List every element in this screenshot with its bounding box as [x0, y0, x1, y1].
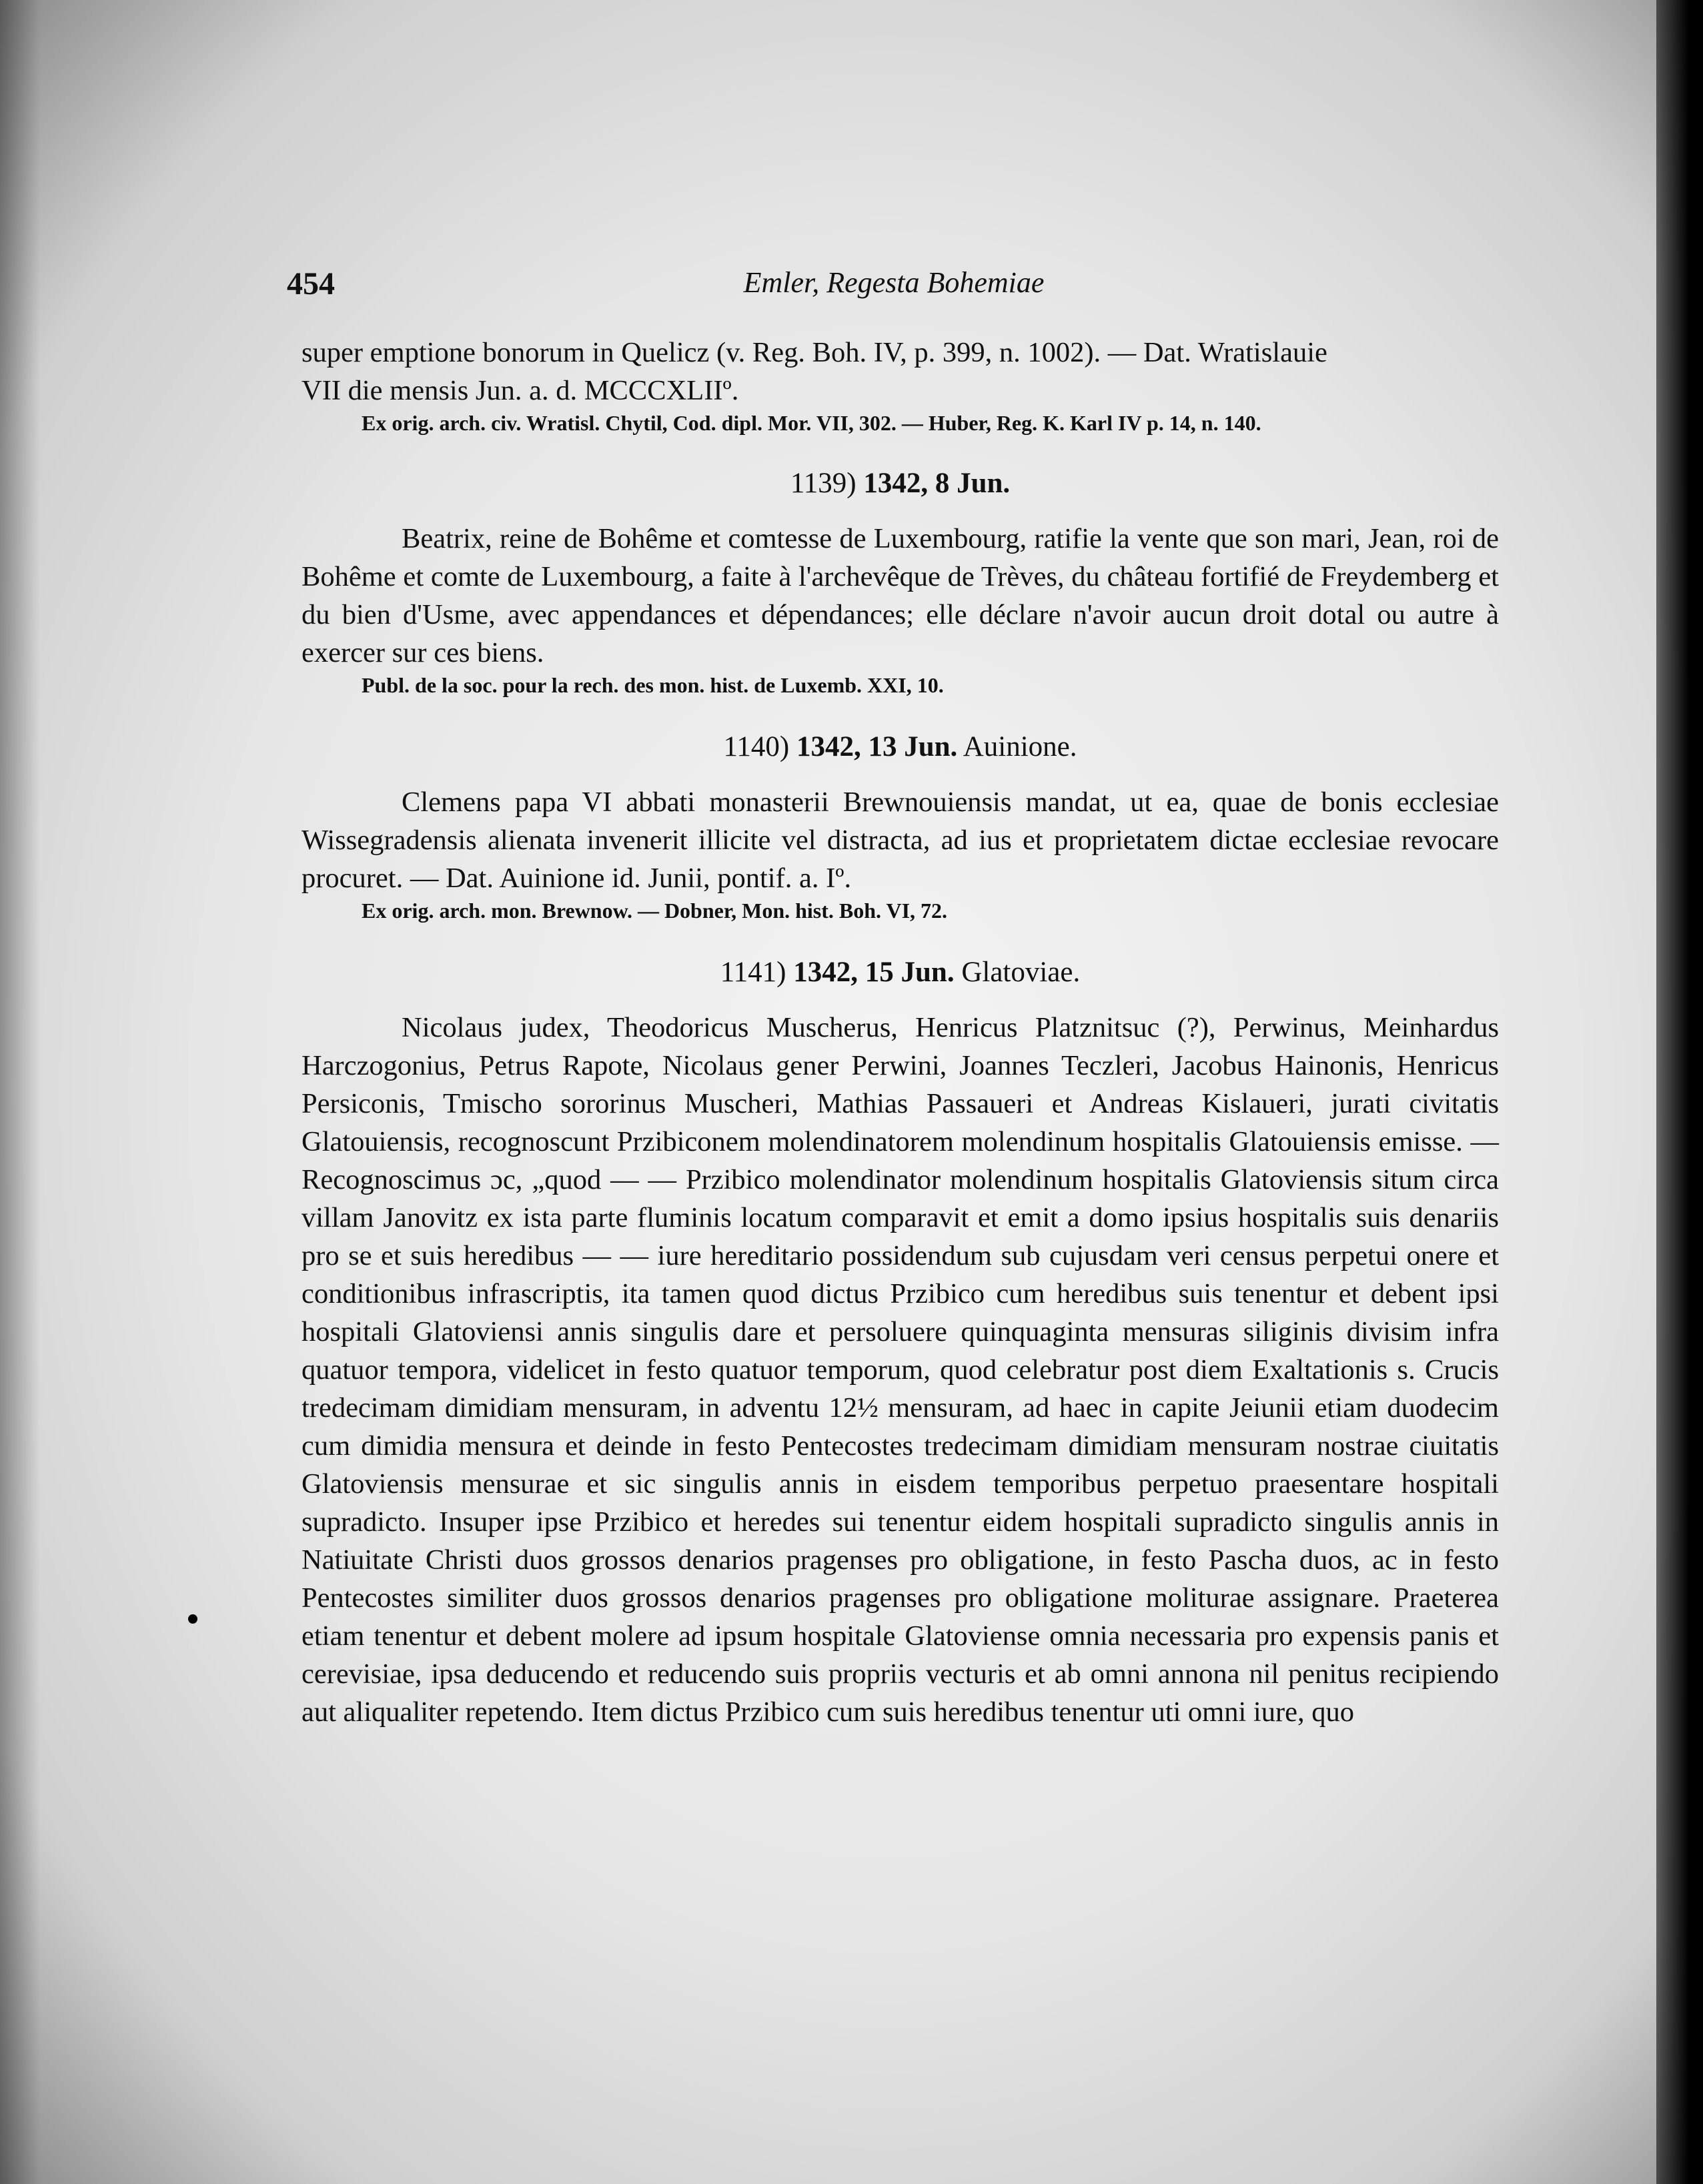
continuation-line: super emptione bonorum in Quelicz (v. Reg. Boh. IV, p. 399, n. 1002). — Dat. Wratislauie	[302, 337, 1327, 368]
entry-heading-1139	[302, 464, 1499, 502]
continuation-line: VII die mensis Jun. a. d. MCCCXLIIº.	[302, 375, 739, 406]
entry-date: 1342, 13 Jun.	[796, 731, 958, 762]
entry-text-1139: Beatrix, reine de Bohême et comtesse de Luxembourg, ratifie la vente que son mari, Jean, roi de Bohême et comte de Luxembourg, a faite à l'archevêque de Trèves, du château fortifié de Freydemberg et du bien d'Usme, avec appendances et dépendances; elle déclare n'avoir aucun droit dotal ou autre à exercer sur ces biens.	[302, 523, 1499, 668]
source-note: Ex orig. arch. civ. Wratisl. Chytil, Cod. dipl. Mor. VII, 302. — Huber, Reg. K. Karl IV p. 14, n. 140.	[362, 411, 1261, 435]
source-note: Ex orig. arch. mon. Brewnow. — Dobner, Mon. hist. Boh. VI, 72.	[362, 899, 948, 923]
entry-date: 1342, 8 Jun.	[863, 468, 1011, 499]
entry-heading-1140	[302, 728, 1499, 766]
running-head	[287, 265, 1501, 306]
text-block	[302, 334, 1499, 1731]
entry-text-1140: Clemens papa VI abbati monasterii Brewnouiensis mandat, ut ea, quae de bonis ecclesiae Wissegradensis alienata invenerit illicite vel distracta, ad ius et proprietatem dictae ecclesiae revocare procuret. — Dat. Auinione id. Junii, pontif. a. Iº.	[302, 786, 1499, 894]
dust-speck	[188, 1614, 197, 1624]
entry-number: 1140)	[723, 731, 790, 762]
scan-shadow-left	[0, 0, 40, 2184]
entry-date: 1342, 15 Jun.	[793, 957, 955, 988]
entry-heading-1141	[302, 953, 1499, 991]
entry-place: Auinione.	[963, 731, 1077, 762]
entry-text-1141: Nicolaus judex, Theodoricus Muscherus, Henricus Platznitsuc (?), Perwinus, Meinhardus Harczogonius, Petrus Rapote, Nicolaus gener Perwini, Joannes Teczleri, Jacobus Hainonis, Henricus Persiconis, Tmischo sororinus Muscheri, Mathias Passaueri et Andreas Kislaueri, jurati civitatis Glatouiensis, recognoscunt Przibiconem molendinatorem molendinum hospitalis Glatouiensis emisse. — Recognoscimus ɔc, „quod — — Przibico molendinator molendinum hospitalis Glatoviensis situm circa villam Janovitz ex ista parte fluminis locatum comparavit et emit a domo ipsius hospitalis suis denariis pro se et suis heredibus — — iure hereditario possidendum sub cujusdam veri census perpetui onere et conditionibus infrascriptis, ita tamen quod dictus Przibico cum heredibus suis tenentur et debent ipsi hospitali Glatoviensi annis singulis dare et persoluere quinquaginta mensuras siliginis divisim infra quatuor tempora, videlicet in festo quatuor temporum, quod celebratur post diem Exaltationis s. Crucis tredecimam dimidiam mensuram, in adventu 12½ mensuram, ad haec in capite Jeiunii etiam duodecim cum dimidia mensura et deinde in festo Pentecostes tredecimam dimidiam mensuram nostrae ciuitatis Glatoviensis mensurae et sic singulis annis in eisdem temporibus perpetuo praesentare hospitali supradicto. Insuper ipse Przibico et heredes sui tenentur eidem hospitali supradicto singulis annis in Natiuitate Christi duos grossos denarios pragenses pro obligatione, in festo Pascha duos, ac in festo Pentecostes similiter duos grossos denarios pragenses pro obligatione moliturae assignare. Praeterea etiam tenentur et debent molere ad ipsum hospitale Glatoviense omnia necessaria pro expensis panis et cerevisiae, ipsa deducendo et reducendo suis propriis vecturis et ab omni annona nil penitus recipiendo aut aliqualiter repetendo. Item dictus Przibico cum suis heredibus tenentur uti omni iure, quo	[302, 1012, 1499, 1728]
page-number: 454	[287, 266, 335, 302]
entry-number: 1141)	[720, 957, 786, 988]
running-title: Emler, Regesta Bohemiae	[743, 266, 1045, 299]
entry-number: 1139)	[790, 468, 857, 499]
entry-place: Glatoviae.	[961, 957, 1081, 988]
scan-shadow-right	[1656, 0, 1703, 2184]
source-note: Publ. de la soc. pour la rech. des mon. hist. de Luxemb. XXI, 10.	[362, 673, 944, 697]
